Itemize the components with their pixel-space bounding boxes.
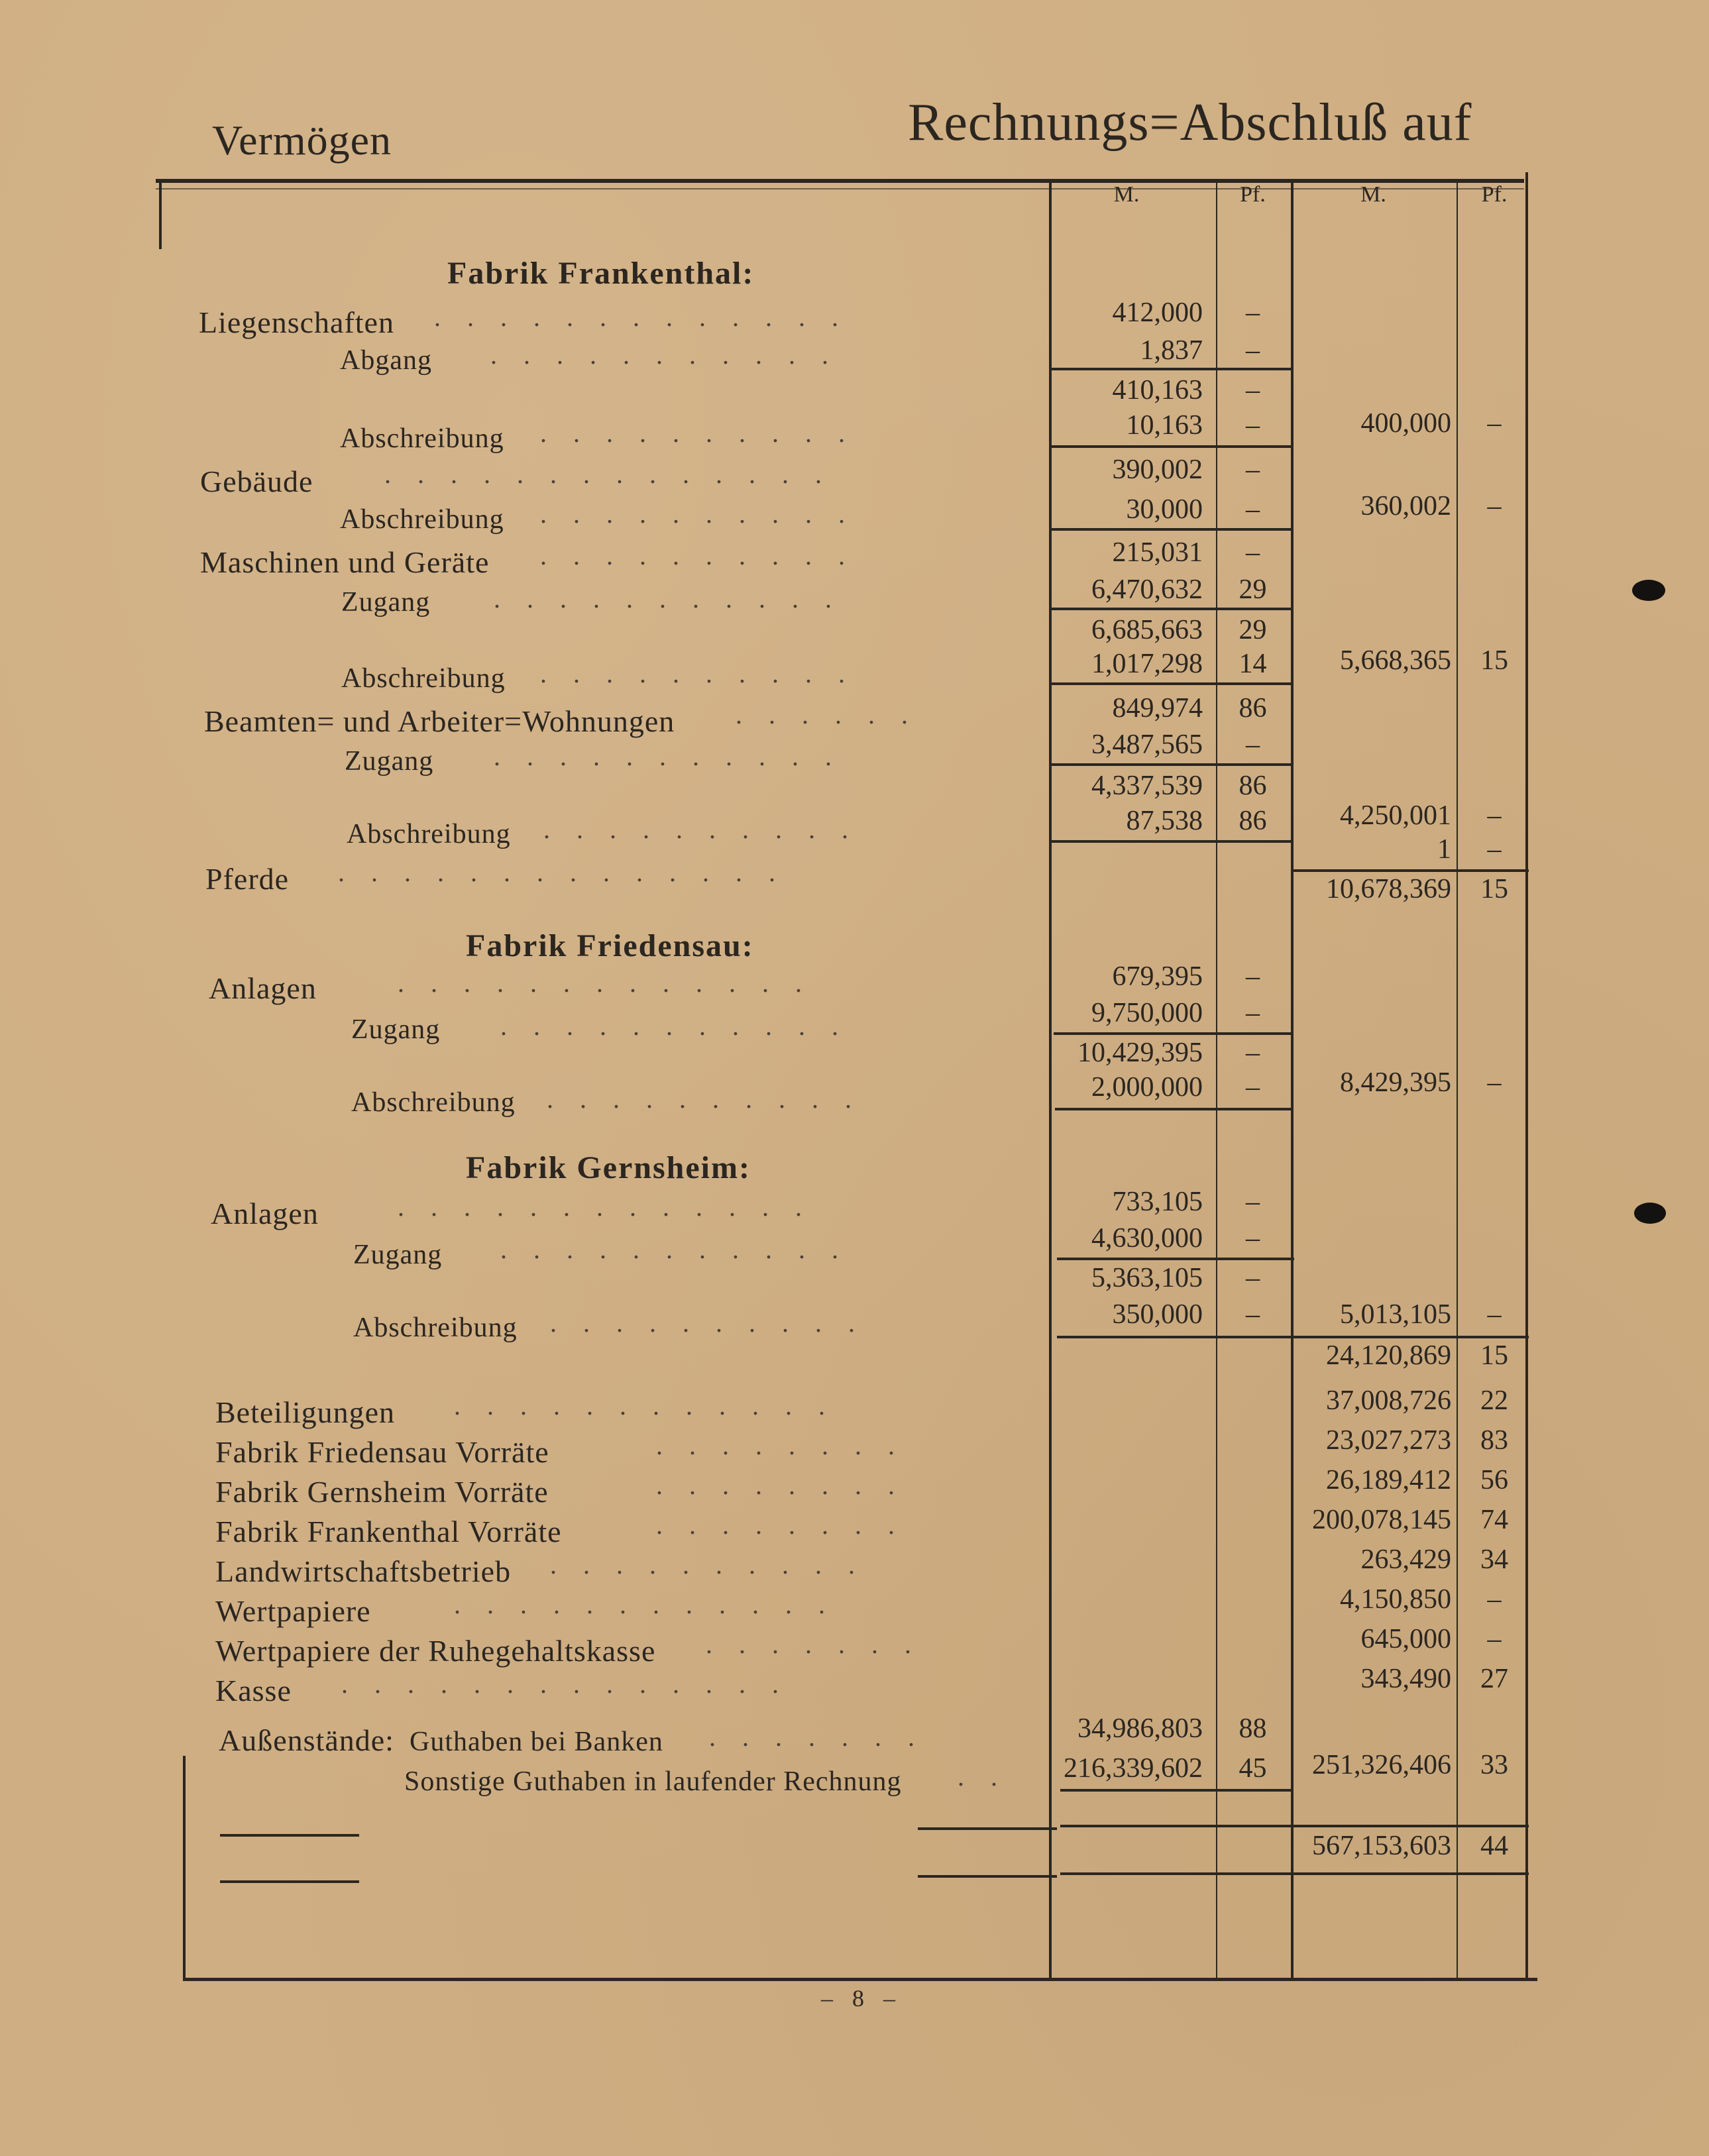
value-m: 4,250,001 [1340, 800, 1451, 831]
label-zugang: Zugang [341, 587, 431, 618]
value-m: 6,685,663 [1091, 615, 1203, 645]
label-pferde: Pferde [205, 862, 290, 896]
table-left-border [159, 183, 162, 249]
value-m: 34,986,803 [1077, 1713, 1203, 1744]
value-m: 1 [1437, 834, 1451, 865]
value-pf: – [1246, 729, 1260, 760]
label-zugang: Zugang [351, 1014, 441, 1045]
col-divider-pf1-m2 [1291, 183, 1294, 1978]
leader-dots: . . . . . . . . . . . . [454, 1391, 825, 1421]
leader-dots: . . . . . . . . . . . [500, 1011, 838, 1041]
label-anlagen: Anlagen [209, 971, 317, 1005]
value-pf: 33 [1480, 1750, 1508, 1780]
value-pf: – [1246, 1072, 1260, 1103]
value-pf: 86 [1239, 693, 1267, 724]
leader-dots: . . [958, 1762, 997, 1792]
leader-dots: . . . . . . . . . . [540, 499, 845, 529]
subtotal-rule [1057, 1258, 1294, 1260]
section-heading-gernsheim: Fabrik Gernsheim: [466, 1150, 751, 1185]
value-pf: 22 [1480, 1385, 1508, 1416]
value-m: 263,429 [1360, 1544, 1451, 1575]
value-pf: 34 [1480, 1544, 1508, 1575]
value-pf: 29 [1239, 615, 1267, 645]
total-rule [1060, 1825, 1529, 1827]
label-guthaben-banken: Guthaben bei Banken [410, 1727, 663, 1757]
page-number: – 8 – [821, 1985, 902, 2012]
leader-dots: . . . . . . . . . . [550, 1550, 855, 1580]
label-friedensau-vorraete: Fabrik Friedensau Vorräte [215, 1435, 549, 1469]
leader-dots: . . . . . . . . . . [547, 1084, 852, 1114]
value-m: 87,538 [1126, 806, 1203, 836]
leader-dots: . . . . . . . . . . . . . . [384, 459, 822, 489]
leader-dots: . . . . . . . . . . [540, 418, 845, 448]
value-m: 4,630,000 [1091, 1223, 1203, 1254]
value-m: 8,429,395 [1340, 1067, 1451, 1098]
value-m: 30,000 [1126, 494, 1203, 525]
value-pf: 15 [1480, 874, 1508, 904]
subtotal-rule [1049, 608, 1291, 610]
value-m: 849,974 [1112, 693, 1203, 724]
value-m: 350,000 [1112, 1299, 1203, 1330]
value-pf: – [1246, 1187, 1260, 1217]
value-m: 200,078,145 [1312, 1505, 1451, 1535]
total-double-rule-mid-stub [918, 1875, 1057, 1878]
leader-dots: . . . . . . . . . . . [494, 741, 832, 771]
value-m: 400,000 [1360, 408, 1451, 439]
value-pf: – [1246, 494, 1260, 525]
col-divider-m1-pf1 [1216, 183, 1217, 1978]
subtotal-rule [1049, 445, 1291, 448]
value-m: 4,337,539 [1091, 771, 1203, 801]
label-abgang: Abgang [340, 345, 432, 376]
value-pf: – [1246, 1038, 1260, 1068]
punch-hole-lower [1634, 1203, 1666, 1224]
section-heading-friedensau: Fabrik Friedensau: [466, 928, 754, 963]
subtotal-rule [1049, 528, 1291, 531]
value-pf: – [1246, 998, 1260, 1028]
value-m: 5,668,365 [1340, 645, 1451, 676]
value-pf: 29 [1239, 574, 1267, 605]
value-m: 10,429,395 [1077, 1038, 1203, 1068]
value-pf: – [1246, 455, 1260, 485]
page-title: Rechnungs=Abschluß auf [908, 93, 1472, 152]
label-frankenthal-vorraete: Fabrik Frankenthal Vorräte [215, 1515, 562, 1548]
value-m: 5,013,105 [1340, 1299, 1451, 1330]
leader-dots: . . . . . . . . [656, 1470, 895, 1500]
value-pf: 74 [1480, 1505, 1508, 1535]
label-abschreibung: Abschreibung [341, 663, 506, 694]
subtotal-rule [1049, 763, 1291, 766]
page-heading-vermoegen: Vermögen [212, 117, 392, 164]
value-pf: – [1246, 537, 1260, 568]
value-m: 410,163 [1112, 375, 1203, 405]
value-pf: 83 [1480, 1425, 1508, 1456]
punch-hole-upper [1632, 580, 1665, 601]
value-m: 412,000 [1112, 297, 1203, 328]
label-zugang: Zugang [353, 1240, 443, 1270]
value-pf: – [1246, 961, 1260, 992]
value-m: 4,150,850 [1340, 1584, 1451, 1615]
leader-dots: . . . . . . . . . . . . . [398, 1192, 802, 1222]
value-pf: – [1246, 1299, 1260, 1330]
label-abschreibung: Abschreibung [351, 1087, 516, 1118]
label-kasse: Kasse [215, 1674, 292, 1707]
col-header-mark-2: M. [1360, 182, 1386, 207]
leader-dots: . . . . . . . . . . . [494, 584, 832, 614]
subtotal-rule [1049, 840, 1291, 843]
label-liegenschaften: Liegenschaften [199, 305, 394, 339]
value-m: 645,000 [1360, 1624, 1451, 1654]
value-m: 2,000,000 [1091, 1072, 1203, 1103]
grand-total-pf: 44 [1480, 1831, 1508, 1861]
col-header-mark-1: M. [1113, 182, 1140, 207]
subtotal-rule [1049, 682, 1291, 685]
value-pf: – [1487, 1067, 1502, 1098]
value-pf: – [1246, 335, 1260, 366]
total-rule-mid-stub [918, 1827, 1057, 1830]
value-pf: – [1246, 410, 1260, 441]
value-m: 37,008,726 [1326, 1385, 1451, 1416]
value-m: 733,105 [1112, 1187, 1203, 1217]
value-m: 10,678,369 [1326, 874, 1451, 904]
label-gernsheim-vorraete: Fabrik Gernsheim Vorräte [215, 1475, 549, 1509]
value-pf: – [1487, 800, 1502, 831]
value-m: 215,031 [1112, 537, 1203, 568]
leader-dots: . . . . . . . . . . . . . [434, 302, 838, 332]
total-double-rule-left-stub [220, 1880, 359, 1883]
leader-dots: . . . . . . . . . . [540, 541, 845, 570]
value-m: 360,002 [1360, 491, 1451, 521]
value-pf: 56 [1480, 1465, 1508, 1495]
label-wertpapiere-ruhegehaltskasse: Wertpapiere der Ruhegehaltskasse [215, 1634, 656, 1668]
total-rule-left-stub [220, 1834, 359, 1837]
subtotal-rule [1294, 869, 1529, 872]
label-abschreibung: Abschreibung [340, 423, 504, 454]
label-sonstige-guthaben: Sonstige Guthaben in laufender Rechnung [404, 1766, 902, 1797]
value-pf: 15 [1480, 645, 1508, 676]
table-left-border-lower [183, 1756, 186, 1981]
label-anlagen: Anlagen [211, 1197, 319, 1230]
label-abschreibung: Abschreibung [353, 1313, 518, 1343]
subtotal-rule [1060, 1789, 1294, 1792]
value-m: 3,487,565 [1091, 729, 1203, 760]
value-pf: – [1246, 297, 1260, 328]
value-pf: – [1487, 408, 1502, 439]
leader-dots: . . . . . . . . . . [540, 659, 845, 688]
leader-dots: . . . . . . . . . . . . . . [338, 857, 775, 887]
value-m: 251,326,406 [1312, 1750, 1451, 1780]
value-m: 390,002 [1112, 455, 1203, 485]
value-pf: 86 [1239, 771, 1267, 801]
subtotal-rule [1049, 368, 1291, 370]
value-pf: 88 [1239, 1713, 1267, 1744]
value-m: 10,163 [1126, 410, 1203, 441]
table-bottom-rule [183, 1978, 1537, 1981]
total-double-rule [1060, 1872, 1529, 1875]
value-pf: 14 [1239, 649, 1267, 679]
leader-dots: . . . . . . . . . . . [500, 1234, 838, 1264]
leader-dots: . . . . . . . . . . . . . [398, 968, 802, 998]
label-abschreibung: Abschreibung [340, 504, 504, 535]
leader-dots: . . . . . . . . [656, 1510, 895, 1540]
label-maschinen: Maschinen und Geräte [200, 545, 490, 579]
value-m: 679,395 [1112, 961, 1203, 992]
value-pf: – [1487, 1299, 1502, 1330]
value-m: 5,363,105 [1091, 1263, 1203, 1293]
value-m: 9,750,000 [1091, 998, 1203, 1028]
value-pf: – [1246, 1263, 1260, 1293]
value-pf: – [1487, 1584, 1502, 1615]
subtotal-rule [1055, 1108, 1294, 1110]
value-pf: – [1487, 1624, 1502, 1654]
value-m: 6,470,632 [1091, 574, 1203, 605]
subtotal-rule [1054, 1032, 1292, 1035]
subtotal-rule [1057, 1336, 1529, 1338]
leader-dots: . . . . . . . [706, 1629, 911, 1659]
value-pf: – [1246, 375, 1260, 405]
value-pf: 15 [1480, 1340, 1508, 1371]
value-m: 24,120,869 [1326, 1340, 1451, 1371]
value-pf: – [1487, 834, 1502, 865]
leader-dots: . . . . . . . . . . . . [454, 1590, 825, 1619]
value-m: 23,027,273 [1326, 1425, 1451, 1456]
section-heading-frankenthal: Fabrik Frankenthal: [447, 256, 755, 291]
leader-dots: . . . . . . . . . . [543, 814, 848, 844]
value-m: 1,017,298 [1091, 649, 1203, 679]
label-zugang: Zugang [345, 746, 434, 777]
label-wertpapiere: Wertpapiere [215, 1594, 371, 1628]
value-pf: 45 [1239, 1753, 1267, 1784]
value-pf: 27 [1480, 1664, 1508, 1694]
value-m: 343,490 [1360, 1664, 1451, 1694]
label-beteiligungen: Beteiligungen [215, 1395, 396, 1429]
value-m: 26,189,412 [1326, 1465, 1451, 1495]
leader-dots: . . . . . . . . . . . [490, 340, 828, 370]
label-beamten-wohnungen: Beamten= und Arbeiter=Wohnungen [204, 704, 675, 738]
label-gebaeude: Gebäude [200, 464, 313, 498]
col-divider-m2-pf2 [1457, 183, 1458, 1978]
leader-dots: . . . . . . [736, 700, 908, 729]
label-aussenstaende: Außenstände: [219, 1723, 394, 1757]
leader-dots: . . . . . . . . . . . . . . [341, 1669, 779, 1699]
value-pf: 86 [1239, 806, 1267, 836]
label-abschreibung: Abschreibung [347, 819, 511, 849]
col-header-pfennig-1: Pf. [1240, 182, 1266, 207]
leader-dots: . . . . . . . . [656, 1430, 895, 1460]
label-landwirtschaftsbetrieb: Landwirtschaftsbetrieb [215, 1554, 512, 1588]
leader-dots: . . . . . . . [709, 1722, 914, 1752]
leader-dots: . . . . . . . . . . [550, 1308, 855, 1338]
value-pf: – [1246, 1223, 1260, 1254]
col-header-pfennig-2: Pf. [1481, 182, 1508, 207]
value-m: 1,837 [1140, 335, 1203, 366]
value-m: 216,339,602 [1064, 1753, 1203, 1784]
value-pf: – [1487, 491, 1502, 521]
grand-total-m: 567,153,603 [1312, 1831, 1451, 1861]
